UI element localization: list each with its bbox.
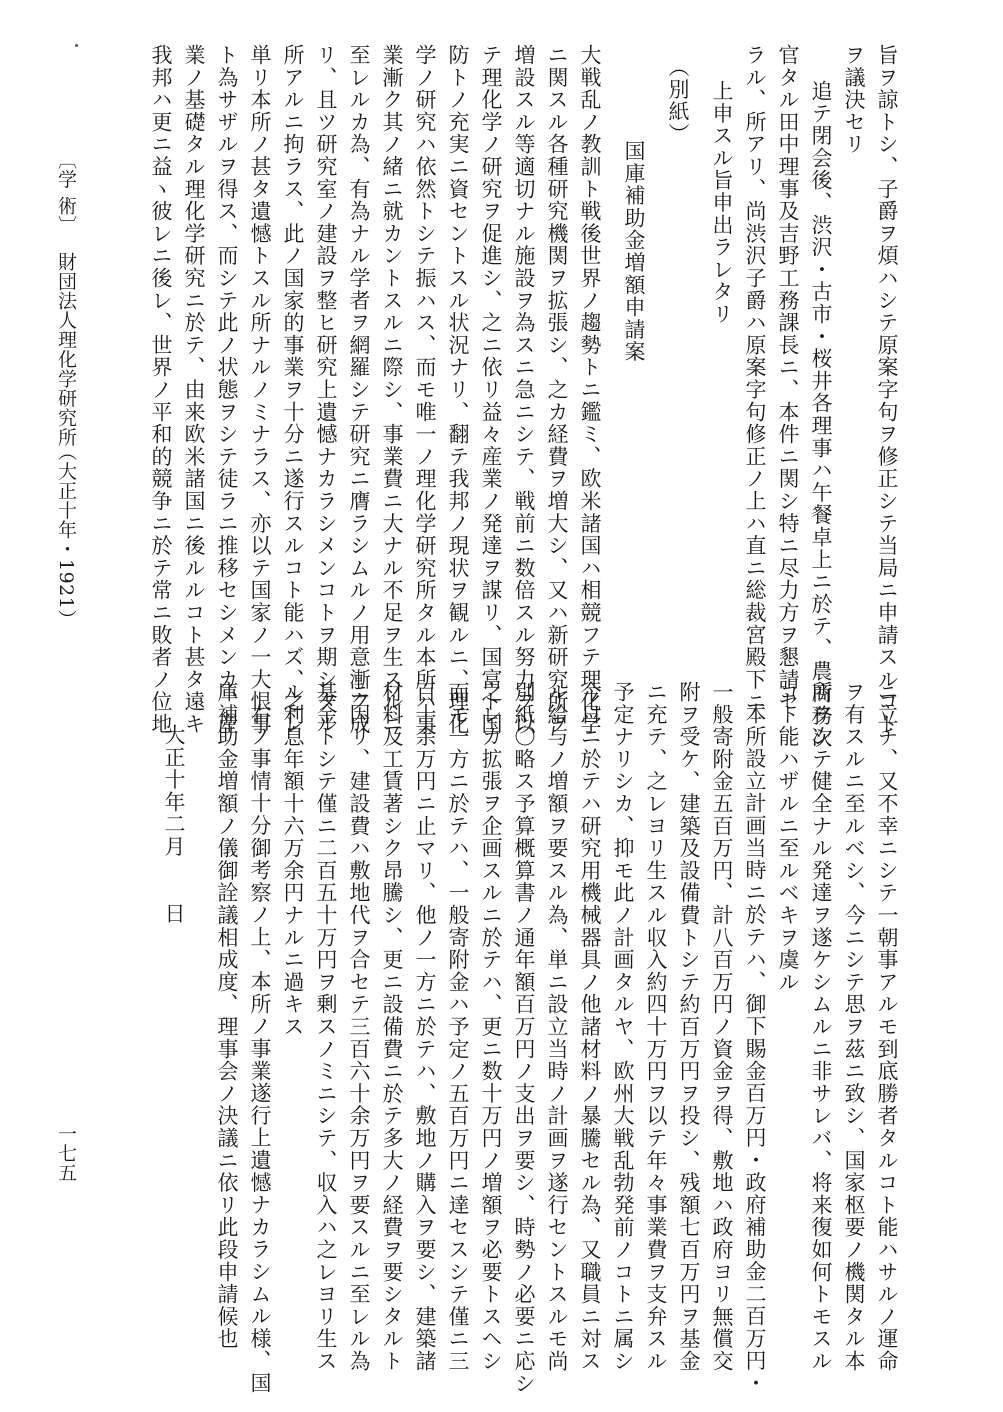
text-column: 上申スル旨申出ラレタリ — [710, 80, 734, 326]
text-column: ト為サザルヲ得ス、而シテ此ノ状態ヲシテ徒ラニ推移セシメンカ、産 — [215, 44, 239, 736]
text-column: ニ関スル各種研究機関ヲ拡張シ、之カ経費ヲ増大シ、又ハ新研究所ヲ — [545, 44, 569, 736]
text-column: ニ因リ、建設費ハ敷地代ヲ合セテ三百六十余万円ヲ要スルニ至レル為 — [347, 681, 371, 1373]
text-column: リ、且ツ研究室ノ建設ヲ整ヒ研究上遺憾ナカラシメンコトヲ期シタル — [314, 44, 338, 736]
text-column: 庫補助金増額ノ儀御詮議相成度、理事会ノ決議ニ依リ此段申請候也 — [215, 681, 239, 1350]
text-column: 至レルカ為、有為ナル学者ヲ網羅シテ研究ニ膺ラシムルノ用意漸ク成 — [347, 44, 371, 736]
text-column: 別紙〇略ス予算概算書ノ通年額百万円ノ支出ヲ要シ、時勢ノ必要ニ応シ — [512, 681, 536, 1395]
text-column: 旨ヲ諒トシ、子爵ヲ煩ハシテ原案字句ヲ修正シテ当局ニ申請スルコト — [875, 44, 899, 736]
text-column: 右ノ事情十分御考察ノ上、本所ノ事業遂行上遺憾ナカラシムル様、国 — [248, 703, 272, 1395]
document-heading: 国庫補助金増額申請案 — [622, 140, 646, 363]
running-head-year: （大正十年・1921） — [55, 442, 77, 629]
text-column: コト能ハザルニ至ルベキヲ虞ル — [776, 681, 800, 994]
text-column: 附ヲ受ケ、建築及設備費トシテ約百万円ヲ投シ、残額七百万円ヲ基金 — [677, 681, 701, 1373]
text-column: 而モ一方ニ於テハ、一般寄附金ハ予定ノ五百万円ニ達セスシテ僅ニ三 — [446, 681, 470, 1373]
text-column: 我邦ハ更ニ益ヽ彼レニ後レ、世界ノ平和的競争ニ於テ常ニ敗者ノ位地 — [149, 44, 173, 736]
text-column: ヲ議決セリ — [842, 44, 866, 156]
text-column: ニ充テ、之レヨリ生スル収入約四十万円ヲ以テ年々事業費ヲ支弁スル — [644, 681, 668, 1373]
text-column: 追テ閉会後、渋沢・古市・桜井各理事ハ午餐卓上ニ於テ、農商務次 — [809, 80, 833, 749]
text-column: 業ノ基礎タル理化学研究ニ於テ、由来欧米諸国ニ後ルルコト甚タ遠キ — [182, 44, 206, 736]
text-column: ル利息年額十六万余円ナルニ過キス — [281, 681, 305, 1038]
section-label: 〔学 術〕 — [55, 150, 77, 235]
text-column: ニ立チ、又不幸ニシテ一朝事アルモ到底勝者タルコト能ハサルノ運命 — [875, 681, 899, 1373]
text-column: テ理化学ノ研究ヲ促進シ、之ニ依リ益々産業ノ発達ヲ謀リ、国富ト国 — [479, 44, 503, 736]
date-line: 大正十年二月 日 — [162, 724, 186, 925]
text-column: 業漸ク其ノ緒ニ就カントスルニ際シ、事業費ニ大ナル不足ヲ生スルニ — [380, 44, 404, 736]
text-column: 所アルニ拘ラス、此ノ国家的事業ヲ十分ニ遂行スルコト能ハズ、之レ — [281, 44, 305, 736]
margin-dot — [75, 44, 78, 47]
text-column: 学ノ研究ハ依然トシテ振ハス、而モ唯一ノ理化学研究所タル本所ハ事 — [413, 44, 437, 736]
text-column: 所ヲシテ健全ナル発達ヲ遂ケシムルニ非サレバ、将来復如何トモスル — [809, 681, 833, 1373]
appendix-label: （別紙） — [666, 56, 690, 146]
text-column: 防トノ充実ニ資セントスル状況ナリ、翻テ我邦ノ現状ヲ観ルニ、理化 — [446, 44, 470, 736]
text-column: 予定ナリシカ、抑モ此ノ計画タルヤ、欧州大戦乱勃発前ノコトニ属シ — [611, 681, 635, 1373]
text-column: 百十余万円ニ止マリ、他ノ一方ニ於テハ、敷地ノ購入ヲ要シ、建築諸 — [413, 681, 437, 1373]
text-column: 基金トシテ僅ニ二百五十万円ヲ剰スノミニシテ、収入ハ之レヨリ生ス — [314, 681, 338, 1373]
text-column: 材料及工賃著シク昂騰シ、更ニ設備費ニ於テ多大ノ経費ヲ要シタルト — [380, 681, 404, 1373]
text-column: 本所設立計画当時ニ於テハ、御下賜金百万円・政府補助金二百万円・ — [743, 703, 767, 1395]
text-column: ラル、所アリ、尚渋沢子爵ハ原案字句修正ノ上ハ直ニ総裁宮殿下ニ — [743, 44, 767, 713]
text-column: 増設スル等適切ナル施設ヲ為スニ急ニシテ、戦前ニ数倍スル努力ヲ以 — [512, 44, 536, 736]
text-column: 一般寄附金五百万円、計八百万円ノ資金ヲ得、敷地ハ政府ヨリ無償交 — [710, 681, 734, 1373]
text-column: ル給与ノ増額ヲ要スル為、単ニ設立当時ノ計画ヲ遂行セントスルモ尚 — [545, 681, 569, 1373]
text-column: 官タル田中理事及吉野工務課長ニ、本件ニ関シ特ニ尽力方ヲ懇請セ — [776, 44, 800, 713]
text-column: 之レカ拡張ヲ企画スルニ於テハ、更ニ数十万円ノ増額ヲ必要トスヘシ — [479, 681, 503, 1373]
running-head-organization: 財団法人理化学研究所 — [55, 252, 77, 447]
text-column: ヲ有スルニ至ルベシ、今ニシテ思ヲ茲ニ致シ、国家枢要ノ機関タル本 — [842, 681, 866, 1373]
text-column: 今日ニ於テハ研究用機械器具ノ他諸材料ノ暴騰セル為、又職員ニ対ス — [578, 681, 602, 1373]
text-column: 大戦乱ノ教訓ト戦後世界ノ趨勢トニ鑑ミ、欧米諸国ハ相競フテ理化学 — [578, 44, 602, 736]
page-number: 一七五 — [55, 1124, 77, 1183]
text-column: 単リ本所ノ甚タ遺憾トスル所ナルノミナラス、亦以テ国家ノ一大恨事 — [248, 44, 272, 736]
